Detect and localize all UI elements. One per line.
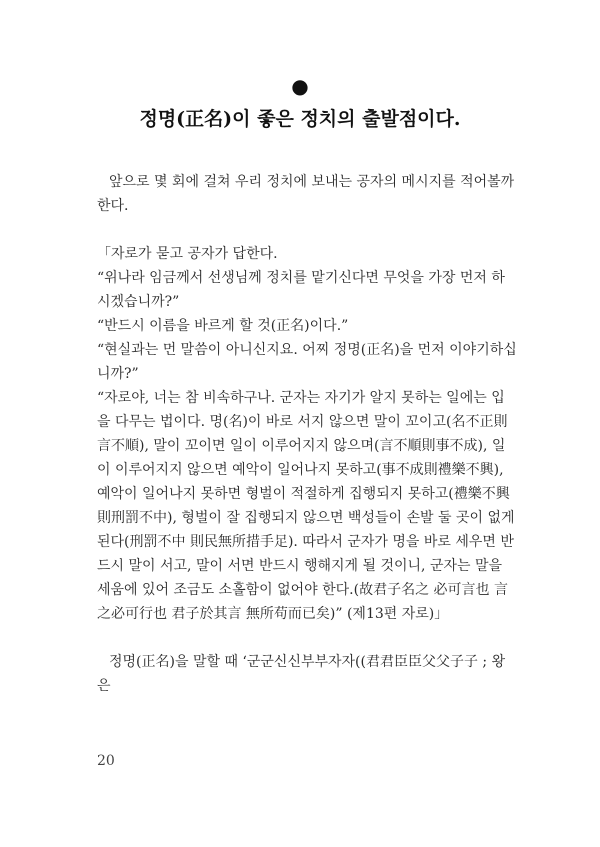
paragraph-gap xyxy=(97,626,517,650)
intro-paragraph: 앞으로 몇 회에 걸쳐 우리 정치에 보내는 공자의 메시지를 적어볼까 한다. xyxy=(97,174,515,214)
section-title: 정명(正名)이 좋은 정치의 출발점이다. xyxy=(139,108,461,130)
quote-line-answer: “반드시 이름을 바르게 할 것(正名)이다.” xyxy=(97,318,349,334)
section-bullet: ● xyxy=(291,74,309,98)
quote-line-doubt: “현실과는 먼 말씀이 아니신지요. 어찌 정명(正名)을 먼저 이야기하십니까?” xyxy=(97,342,517,382)
quote-line-explanation: “자로야, 너는 참 비속하구나. 군자는 자기가 알지 못하는 일에는 입을 다무는 법이다. 명(名)이 바로 서지 않으면 말이 꼬이고(名不正則言不順), 말이 꼬이면 일이 이루어지지 않으며(言不順則事不成), 일이 이루어지지 않으면 예악이 일어나지 못하고(事不成則禮樂不興), 예악이 일어나지 못하면 형벌이 적절하게 집행되지 못하고(禮樂不興 則刑罰不中), 형벌이 잘 집행되지 않으면 백성들이 손발 둘 곳이 없게 된다(刑罰不中 則民無所措手足). 따라서 군자가 명을 바로 세우면 반드시 말이 서고, 말이 서면 반드시 행해지게 될 것이니, 군자는 말을 세움에 있어 조금도 소홀함이 없어야 한다.(故君子名之 必可言也 言之必可行也 君子於其言 無所苟而已矣)” (제13편 자로)」 xyxy=(97,390,515,622)
quote-line-question: “위나라 임금께서 선생님께 정치를 맡기신다면 무엇을 가장 먼저 하시겠습니까?” xyxy=(97,270,505,310)
closing-paragraph: 정명(正名)을 말할 때 ‘군군신신부부자자((君君臣臣父父子子 ; 왕은 xyxy=(97,654,506,694)
quote-line-intro: 「자로가 묻고 공자가 답한다. xyxy=(97,246,278,262)
body-text xyxy=(97,170,517,698)
paragraph-gap xyxy=(97,218,517,242)
page-number: 20 xyxy=(97,753,115,769)
